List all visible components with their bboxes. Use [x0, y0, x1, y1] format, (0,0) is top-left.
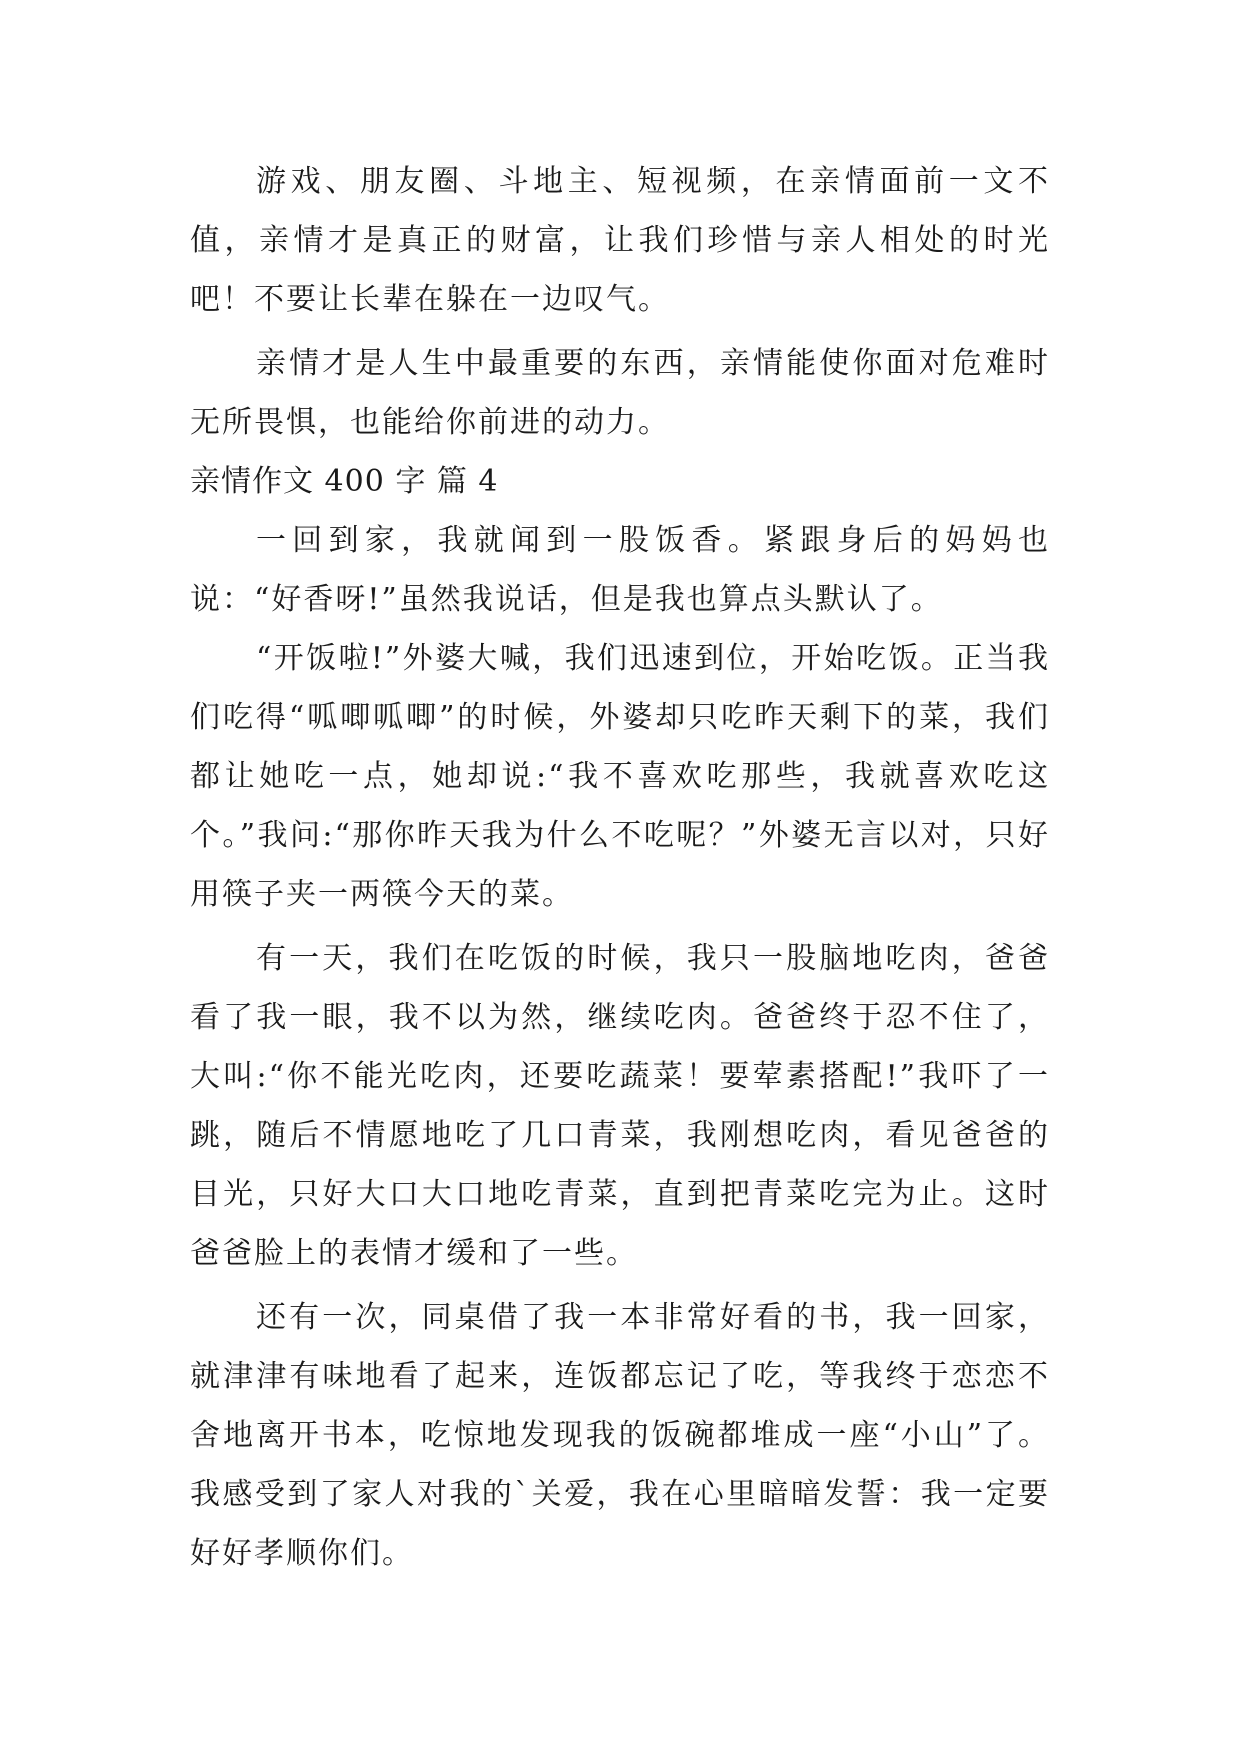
section-heading: 亲情作文 400 字 篇 4	[190, 464, 499, 499]
paragraph: 一回到家，我就闻到一股饭香。紧跟身后的妈妈也说：“好香呀!”虽然我说话，但是我也算点头默认了。	[190, 523, 1050, 617]
paragraph: 游戏、朋友圈、斗地主、短视频，在亲情面前一文不值，亲情才是真正的财富，让我们珍惜与亲人相处的时光吧！不要让长辈在躲在一边叹气。	[190, 164, 1050, 317]
document-body	[190, 152, 1050, 1583]
paragraph: “开饭啦!”外婆大喊，我们迅速到位，开始吃饭。正当我们吃得“呱唧呱唧”的时候，外婆却只吃昨天剩下的菜，我们都让她吃一点，她却说:“我不喜欢吃那些，我就喜欢吃这个。”我问:“那你昨天我为什么不吃呢？”外婆无言以对，只好用筷子夹一两筷今天的菜。	[190, 641, 1050, 912]
paragraph: 亲情才是人生中最重要的东西，亲情能使你面对危难时无所畏惧，也能给你前进的动力。	[190, 346, 1050, 440]
paragraph: 有一天，我们在吃饭的时候，我只一股脑地吃肉，爸爸看了我一眼，我不以为然，继续吃肉。爸爸终于忍不住了，大叫:“你不能光吃肉，还要吃蔬菜！要荤素搭配!”我吓了一跳，随后不情愿地吃了几口青菜，我刚想吃肉，看见爸爸的目光，只好大口大口地吃青菜，直到把青菜吃完为止。这时爸爸脸上的表情才缓和了一些。	[190, 941, 1050, 1271]
paragraph: 还有一次，同桌借了我一本非常好看的书，我一回家，就津津有味地看了起来，连饭都忘记了吃，等我终于恋恋不舍地离开书本，吃惊地发现我的饭碗都堆成一座“小山”了。我感受到了家人对我的`关爱，我在心里暗暗发誓：我一定要好好孝顺你们。	[190, 1300, 1050, 1571]
